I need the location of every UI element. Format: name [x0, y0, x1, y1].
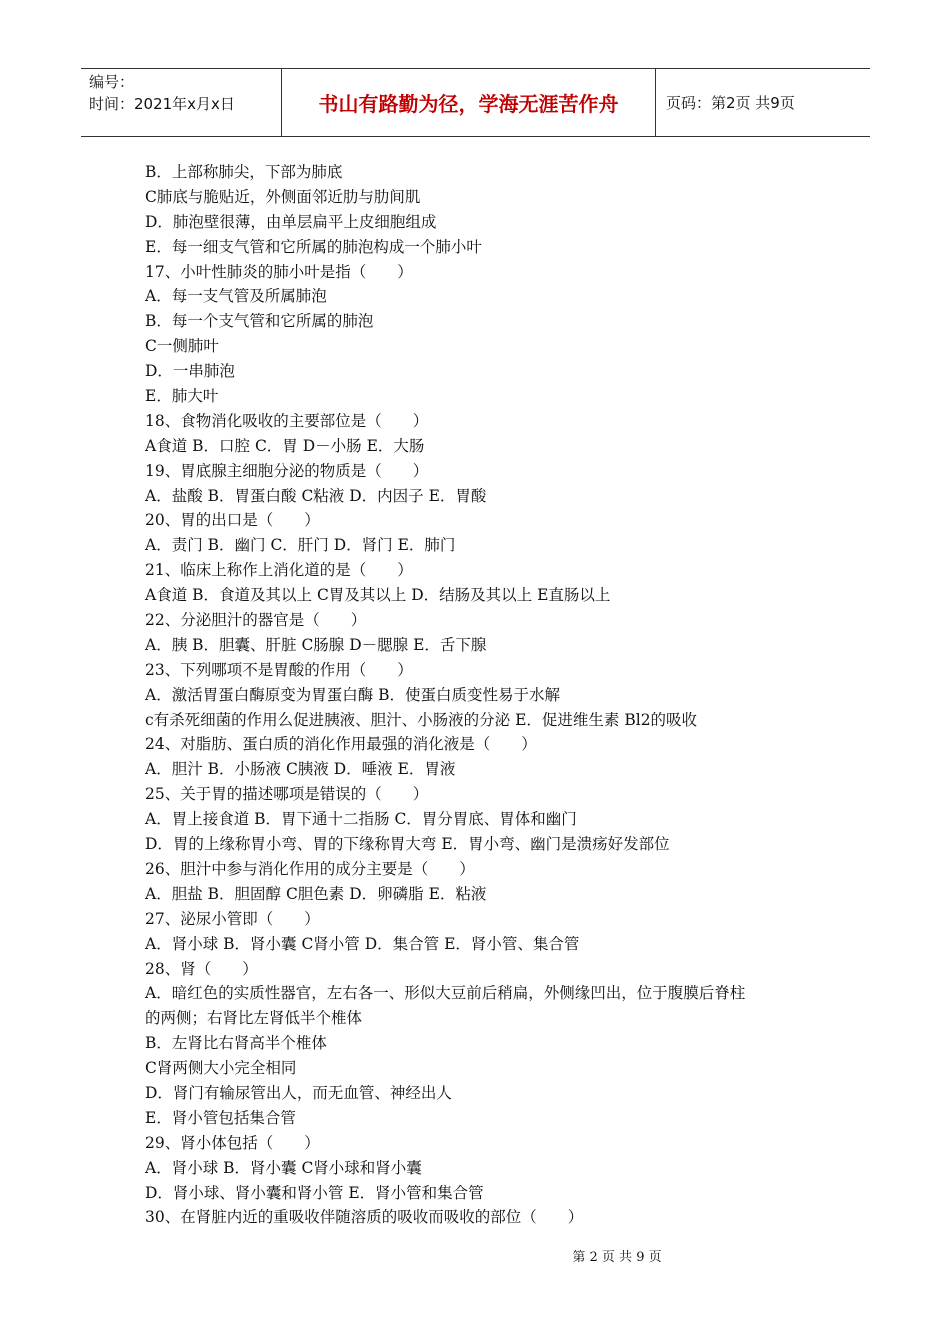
text-line: E．肺大叶 [145, 387, 219, 406]
question-21: 21、临床上称作上消化道的是（ ） [145, 561, 413, 580]
header-info-cell [81, 69, 282, 136]
text-line: E．每一细支气管和它所属的肺泡构成一个肺小叶 [145, 237, 482, 256]
question-27: 27、泌尿小管即（ ） [145, 909, 320, 928]
text-line: A．胆盐 B．胆固醇 C胆色素 D．卵磷脂 E．粘液 [145, 884, 487, 903]
question-29: 29、肾小体包括（ ） [145, 1133, 320, 1152]
text-line: 的两侧；右肾比左肾低半个椎体 [145, 1009, 363, 1028]
text-line: B．每一个支气管和它所属的肺泡 [145, 312, 374, 331]
text-line: B．上部称肺尖，下部为肺底 [145, 163, 343, 181]
text-line: A．暗红色的实质性器官，左右各一、形似大豆前后稍扁，外侧缘凹出，位于腹膜后脊柱 [145, 984, 746, 1003]
text-line: A．胆汁 B．小肠液 C胰液 D．唾液 E．胃液 [145, 760, 456, 779]
text-line: B．左肾比右肾高半个椎体 [145, 1034, 327, 1053]
text-line: D．一串肺泡 [145, 362, 235, 381]
question-26: 26、胆汁中参与消化作用的成分主要是（ ） [145, 859, 475, 878]
question-22: 22、分泌胆汁的器官是（ ） [145, 611, 367, 630]
question-30: 30、在肾脏内近的重吸收伴随溶质的吸收而吸收的部位（ ） [145, 1208, 584, 1227]
text-line: A．责门 B．幽门 C．肝门 D．肾门 E．肺门 [145, 536, 456, 555]
page-footer [0, 1246, 950, 1265]
question-17: 17、小叶性肺炎的肺小叶是指（ ） [145, 262, 413, 281]
question-24: 24、对脂肪、蛋白质的消化作用最强的消化液是（ ） [145, 735, 537, 754]
document-code-label: 编号： [89, 73, 135, 91]
document-date-label: 时间：2021年x月x日 [89, 95, 235, 113]
text-line: E．肾小管包括集合管 [145, 1108, 296, 1127]
text-line: A食道 B．口腔 C．胃 D－小肠 E．大肠 [145, 436, 425, 455]
text-line: D．肺泡壁很薄，由单层扁平上皮细胞组成 [145, 212, 437, 231]
footer-page-number: 第 2 页 共 9 页 [572, 1250, 662, 1265]
document-body [145, 160, 825, 1230]
question-25: 25、关于胃的描述哪项是错误的（ ） [145, 785, 429, 804]
text-line: A．激活胃蛋白酶原变为胃蛋白酶 B．使蛋白质变性易于水解 [145, 685, 561, 704]
text-line: A．肾小球 B．肾小囊 C肾小管 D．集合管 E．肾小管、集合管 [145, 934, 580, 953]
text-line: A．肾小球 B．肾小囊 C肾小球和肾小囊 [145, 1158, 422, 1177]
text-line: A食道 B．食道及其以上 C胃及其以上 D．结肠及其以上 E直肠以上 [145, 586, 611, 605]
header-motto: 书山有路勤为径，学海无涯苦作舟 [282, 69, 656, 136]
question-23: 23、下列哪项不是胃酸的作用（ ） [145, 660, 413, 679]
question-28: 28、肾（ ） [145, 959, 258, 978]
text-line: c有杀死细菌的作用么促进胰液、胆汁、小肠液的分泌 E．促进维生素 Bl2的吸收 [145, 710, 698, 729]
text-line: C肾两侧大小完全相同 [145, 1059, 297, 1078]
text-line: A．胃上接食道 B．胃下通十二指肠 C．胃分胃底、胃体和幽门 [145, 810, 577, 829]
page-header [81, 68, 870, 137]
text-line: A．每一支气管及所属肺泡 [145, 287, 327, 306]
text-line: D．肾门有输尿管出人，而无血管、神经出人 [145, 1083, 452, 1102]
text-line: D．肾小球、肾小囊和肾小管 E．肾小管和集合管 [145, 1183, 484, 1202]
question-20: 20、胃的出口是（ ） [145, 511, 320, 530]
text-line: A．盐酸 B．胃蛋白酸 C粘液 D．内因子 E．胃酸 [145, 486, 487, 505]
header-page-number: 页码：第2页 共9页 [666, 94, 795, 112]
question-18: 18、食物消化吸收的主要部位是（ ） [145, 411, 429, 430]
text-line: C一侧肺叶 [145, 337, 219, 356]
text-line: D．胃的上缘称胃小弯、胃的下缘称胃大弯 E．胃小弯、幽门是溃疡好发部位 [145, 835, 670, 854]
text-line: C肺底与脆贴近，外侧面邻近肋与肋间肌 [145, 187, 421, 206]
question-19: 19、胃底腺主细胞分泌的物质是（ ） [145, 461, 429, 480]
text-line: A．胰 B．胆囊、肝脏 C肠腺 D－腮腺 E．舌下腺 [145, 635, 487, 654]
